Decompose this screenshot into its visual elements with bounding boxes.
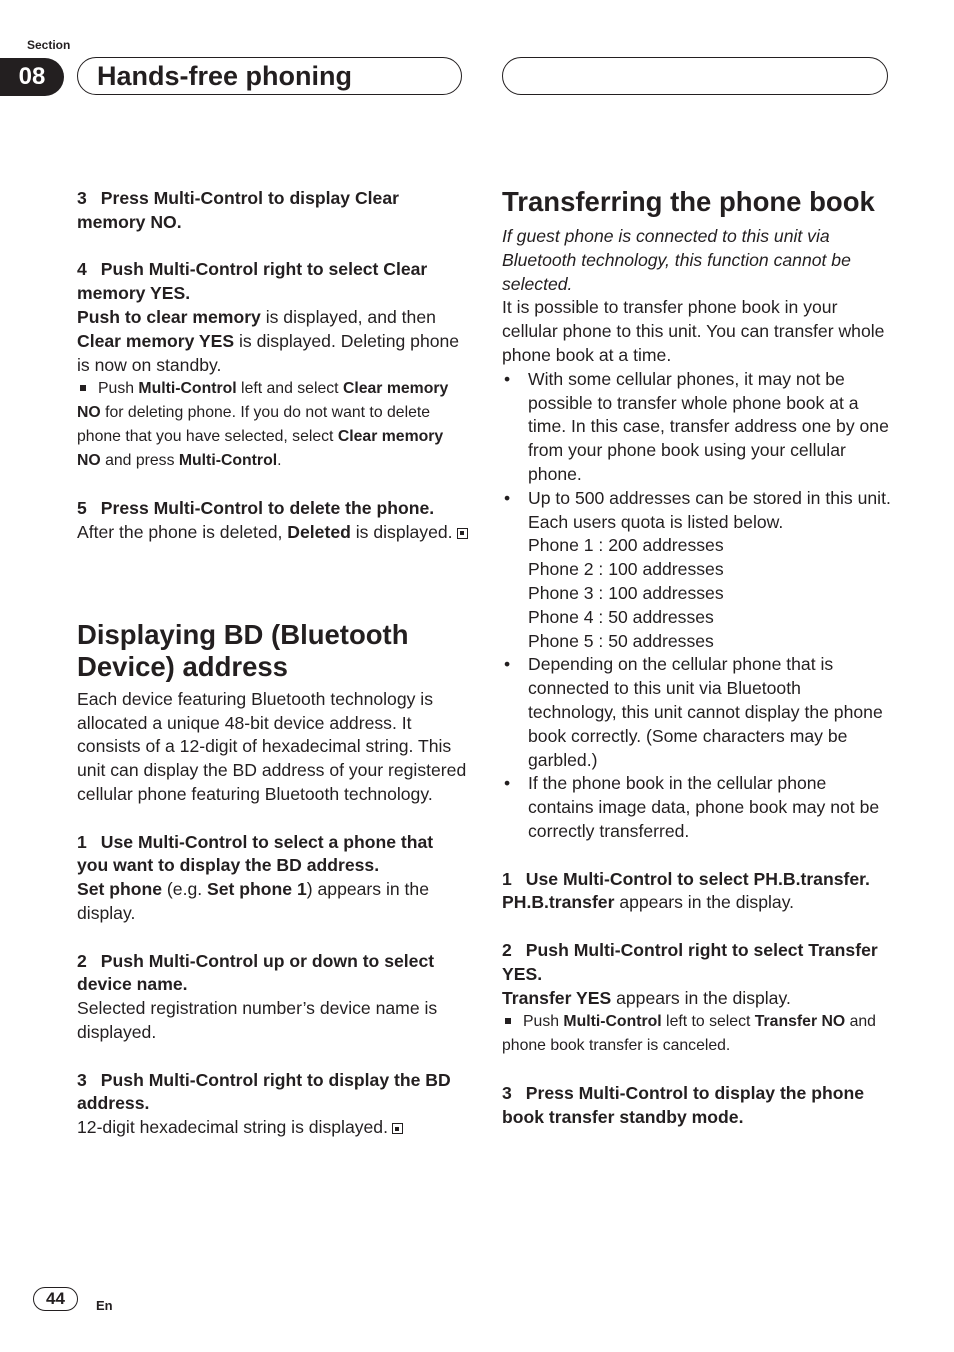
step-5-delete-phone: 5 Press Multi-Control to delete the phone. <box>77 498 435 519</box>
bd-step-2-body: Selected registration number’s device name is displayed. <box>77 998 438 1042</box>
bd-step-2: 2 Push Multi-Control up or down to select device name. <box>77 950 435 995</box>
bullet-item: • Depending on the cellular phone that is connected to this unit via Bluetooth technology, this unit cannot display the phone book correctly. (Some characters may be garbled.) <box>502 653 892 772</box>
step-4-body: Push to clear memory is displayed, and then Clear memory YES is displayed. Deleting phone is now on standby. <box>77 306 460 375</box>
quota-line: Phone 3 : 100 addresses <box>528 582 724 603</box>
quota-line: Phone 5 : 50 addresses <box>528 630 714 651</box>
transfer-step-1: 1 Use Multi-Control to select PH.B.transfer. <box>502 868 870 889</box>
note-transfer-no: Push Multi-Control left to select Transfer NO and phone book transfer is canceled. <box>502 1013 876 1055</box>
quota-line: Phone 4 : 50 addresses <box>528 606 714 627</box>
language-label: En <box>96 1298 113 1313</box>
transfer-intro: It is possible to transfer phone book in your cellular phone to this unit. You can transfer whole phone book at a time. <box>502 297 885 365</box>
transfer-step-2: 2 Push Multi-Control right to select Transfer YES. <box>502 939 878 984</box>
note-square-icon <box>80 385 86 391</box>
transfer-step-2-body: Transfer YES appears in the display. <box>502 987 791 1008</box>
step-4-clear-memory-yes: 4 Push Multi-Control right to select Clear memory YES. <box>77 259 428 304</box>
step-3-clear-memory: 3 Press Multi-Control to display Clear memory NO. <box>77 188 399 232</box>
heading-transferring-phone-book: Transferring the phone book <box>502 186 875 217</box>
quota-line: Phone 2 : 100 addresses <box>528 559 724 580</box>
guest-phone-note: If guest phone is connected to this unit via Bluetooth technology, this function cannot be selected. <box>502 226 851 294</box>
note-clear-memory-no: Push Multi-Control left and select Clear memory NO for deleting phone. If you do not want to delete phone that you have selected, select Clear memory NO and press Multi-Control. <box>77 380 449 470</box>
end-mark-icon <box>392 1123 403 1134</box>
page-title: Hands-free phoning <box>97 61 352 91</box>
note-square-icon <box>505 1018 511 1024</box>
bd-step-1: 1 Use Multi-Control to select a phone that you want to display the BD address. <box>77 831 434 876</box>
heading-displaying-bd-address: Displaying BD (Bluetooth Device) address <box>77 618 409 682</box>
bd-step-1-body: Set phone (e.g. Set phone 1) appears in the display. <box>77 879 430 923</box>
quota-line: Phone 1 : 200 addresses <box>528 535 724 556</box>
left-column <box>77 187 469 1140</box>
page-number: 44 <box>33 1287 78 1311</box>
right-column <box>502 186 892 1130</box>
bullet-item: • Up to 500 addresses can be stored in this unit. Each users quota is listed below. Phone 1 : 200 addresses Phone 2 : 100 addresses Phone 3 : 100 addresses Phone 4 : 50 addresses Phone 5 : 50 addresses <box>502 487 892 654</box>
section-label: Section <box>27 38 71 52</box>
right-header-frame <box>502 57 888 95</box>
transfer-step-1-body: PH.B.transfer appears in the display. <box>502 892 795 913</box>
step-5-body: After the phone is deleted, Deleted is displayed. <box>77 521 469 545</box>
bd-step-3-body: 12-digit hexadecimal string is displayed. <box>77 1116 469 1140</box>
section-number-badge: 08 <box>0 58 64 96</box>
bd-intro: Each device featuring Bluetooth technology is allocated a unique 48-bit device address. It consists of a 12-digit of hexadecimal string. This unit can display the BD address of your registered cellular phone featuring Bluetooth technology. <box>77 688 467 804</box>
transfer-step-3: 3 Press Multi-Control to display the phone book transfer standby mode. <box>502 1083 865 1127</box>
bullet-item: • With some cellular phones, it may not be possible to transfer whole phone book at a time. In this case, transfer address one by one from your phone book using your cellular phone. <box>502 368 892 487</box>
end-mark-icon <box>457 528 468 539</box>
bullet-item: • If the phone book in the cellular phone contains image data, phone book may not be correctly transferred. <box>502 772 892 843</box>
bd-step-3: 3 Push Multi-Control right to display the BD address. <box>77 1069 451 1114</box>
transfer-bullets <box>502 368 892 844</box>
